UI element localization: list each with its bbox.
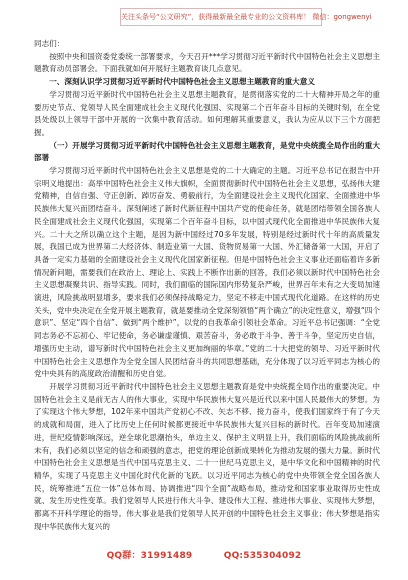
qq-number: QQ:535304092 (223, 551, 302, 561)
intro-paragraph: 按照中央和国资委党委统一部署要求，今天召开***学习贯彻习近平新时代中国特色社会主义思想主题教育动员部署会。下面我就如何开展好主题教育谈几点意见。 (34, 51, 380, 74)
body-paragraph: 开展学习贯彻习近平新时代中国特色社会主义思想主题教育是党中央统揽全局作出的重要决定。中国特色社会主义是前无古人的伟大事业，实现中华民族伟大复兴是近代以来中国人民最伟大的梦想。为了实现这个伟大梦想，102年来中国共产党初心不改、矢志不移、接力奋斗，使我们国家终于有了今天的成就和局面，进入了比历史上任何时候都更接近中华民族伟大复兴目标的新时代。百年变局加速演进，世纪疫情影响深远，逆全球化思潮抬头，单边主义、保护主义明显上升，我们面临的风险挑战前所未有，我们必须以坚定的信念和顽强的意志，把党的理论创新成果转化为推动发展的强大力量。新时代中国特色社会主义思想是当代中国马克思主义、二十一世纪马克思主义，是中华文化和中国精神的时代精华，实现了马克思主义中国化时代化新的飞跃。以习近平同志为核心的党中央带领全党全国各族人民，统筹推进“五位一体”总体布局、协调推进“四个全面”战略布局，推动党和国家事业取得历史性成就、发生历史性变革。我们党领导人民进行伟大斗争、建设伟大工程、推进伟大事业、实现伟大梦想，都离不开科学理论的指导。伟大事业是我们党领导人民开创的中国特色社会主义事业；伟大梦想是指实现中华民族伟大复兴的 (34, 381, 380, 531)
greeting: 同志们： (34, 39, 65, 48)
body-paragraph: 学习贯彻习近平新时代中国特色社会主义思想主题教育，是贯彻落实党的二十大精神开局之年的重要历史节点、党领导人民全面建成社会主义现代化强国、实现第二个百年奋斗目标的关键时刻，在全党县处级以上领导干部中开展的一次集中教育活动。如何理解其重要意义，我认为应从以下三个方面把握。 (34, 89, 380, 137)
header-banner: 关注头条号“公文研究”，获得最新最全最专业的公文资料库！ 微信：gongwenyi (120, 8, 322, 26)
section-heading-1: 一、深刻认识学习贯彻习近平新时代中国特色社会主义思想主题教育的重大意义 (49, 77, 315, 87)
qq-group: QQ群：31991489 (106, 551, 193, 561)
section-heading-2: （一）开展学习贯彻习近平新时代中国特色社会主义思想主题教育，是党中央统揽全局作出的重大部署 (34, 140, 380, 163)
footer-contact (0, 548, 408, 561)
body-paragraph: 学习贯彻习近平新时代中国特色社会主义思想是党的二十大确定的主题。习近平总书记在报告中开宗明义地提出：高举中国特色社会主义伟大旗帜，全面贯彻新时代中国特色社会主义思想，弘扬伟大建党精神，自信自强、守正创新、踔厉奋发、勇毅前行，为全面建设社会主义现代化国家、全面推进中华民族伟大复兴而团结奋斗。深刻阐述了新时代新征程中国共产党的使命任务，就是团结带领全国各族人民全面建成社会主义现代化强国，实现第二个百年奋斗目标，以中国式现代化全面推进中华民族伟大复兴。二十大之所以确立这个主题，是因为新中国经过70多年发展，特别是经过新时代十年的高质量发展，我国已成为世界第二大经济体、制造业第一大国、货物贸易第一大国、外汇储备第一大国，开启了具备一定实力基础的全面建设社会主义现代化国家新征程。但是中国特色社会主义事业还面临着许多新情况新问题，需要我们在政治上、理论上、实践上不断作出新的回答，我们必须以新时代中国特色社会主义思想凝聚共识、指导实践。同时，我们面临的国际国内形势复杂严峻，世界百年未有之大变局加速演进，风险挑战明显增多，要求我们必须保持战略定力，坚定不移走中国式现代化道路。在这样的历史关头，党中央决定在全党开展主题教育，就是要推动全党深刻领悟“两个确立”的决定性意义，增强“四个意识”、坚定“四个自信”、做到“两个维护”，以党的自我革命引领社会革命。习近平总书记强调：“全党同志务必不忘初心、牢记使命，务必谦虚谨慎、艰苦奋斗，务必敢于斗争、善于斗争，坚定历史自信，增强历史主动，谱写新时代中国特色社会主义更加绚丽的华章。”党的二十大把党的领导、习近平新时代中国特色社会主义思想作为全党全国人民团结奋斗的共同思想基础，充分体现了以习近平同志为核心的党中央具有的高度政治清醒和历史自觉。 (34, 166, 380, 379)
document-body (34, 38, 380, 533)
